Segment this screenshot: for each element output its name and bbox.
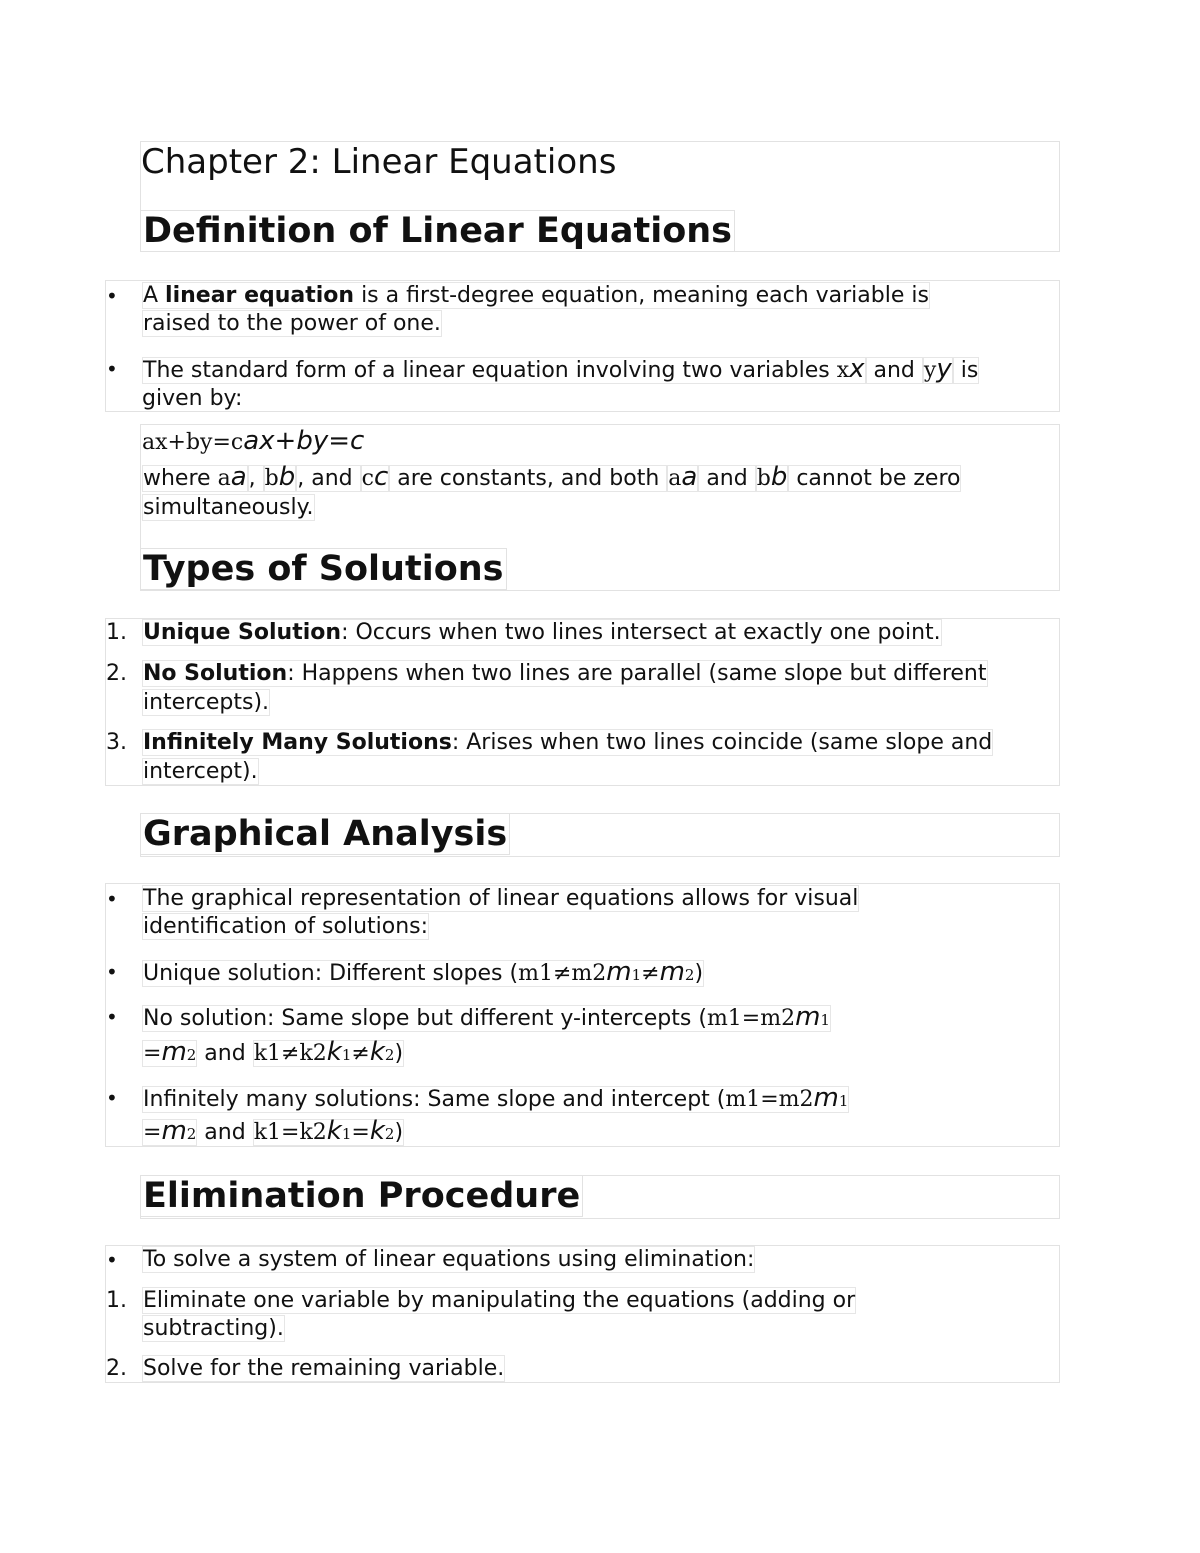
heading-graphical: Graphical Analysis (140, 813, 510, 855)
solution-type-none-line2: intercepts). (143, 690, 270, 715)
graphical-bullet-none-line2: =m2 and k1≠k2k1≠k2) (143, 1037, 404, 1067)
list-number: 1. (106, 1288, 127, 1313)
page-title: Chapter 2: Linear Equations (141, 142, 617, 182)
heading-types: Types of Solutions (140, 548, 507, 590)
definition-bullet-1: A linear equation is a first-degree equation, meaning each variable is (143, 283, 929, 308)
graphical-bullet-none: No solution: Same slope but different y-intercepts (m1=m2m1 (143, 1002, 830, 1032)
list-number: 1. (106, 620, 127, 645)
bullet-marker: • (106, 1248, 118, 1272)
graphical-bullet-infinite-line2: =m2 and k1=k2k1=k2) (143, 1116, 404, 1146)
heading-definition: Definition of Linear Equations (140, 210, 735, 252)
heading-elimination: Elimination Procedure (140, 1175, 583, 1217)
elimination-intro: To solve a system of linear equations using elimination: (143, 1247, 755, 1272)
list-number: 2. (106, 1356, 127, 1381)
solution-type-infinite: Infinitely Many Solutions: Arises when two lines coincide (same slope and (143, 730, 993, 755)
standard-form-formula: ax+by=cax+by=c (142, 426, 365, 456)
graphical-bullet-unique: Unique solution: Different slopes (m1≠m2m1≠m2) (143, 957, 704, 987)
elimination-step-2: Solve for the remaining variable. (143, 1356, 505, 1381)
bullet-marker: • (106, 1005, 118, 1029)
definition-bullet-1-line2: raised to the power of one. (143, 311, 441, 336)
bullet-marker: • (106, 887, 118, 911)
graphical-bullet-1: The graphical representation of linear equations allows for visual (143, 886, 859, 911)
solution-type-infinite-line2: intercept). (143, 759, 258, 784)
graphical-bullet-1-line2: identification of solutions: (143, 914, 429, 939)
definition-bullet-2: The standard form of a linear equation involving two variables xx and yy is (143, 354, 979, 384)
constants-note-line2: simultaneously. (143, 495, 314, 520)
bullet-marker: • (106, 1086, 118, 1110)
bullet-marker: • (106, 960, 118, 984)
definition-bullet-2-line2: given by: (142, 386, 243, 411)
solution-type-unique: Unique Solution: Occurs when two lines intersect at exactly one point. (143, 620, 941, 645)
list-number: 2. (106, 661, 127, 686)
elimination-step-1: Eliminate one variable by manipulating the equations (adding or (143, 1288, 856, 1313)
constants-note: where aa, bb, and cc are constants, and both aa and bb cannot be zero (143, 462, 961, 492)
bullet-marker: • (106, 357, 118, 381)
solution-type-none: No Solution: Happens when two lines are parallel (same slope but different (143, 661, 987, 686)
graphical-bullet-infinite: Infinitely many solutions: Same slope and intercept (m1=m2m1 (143, 1083, 849, 1113)
term-linear-equation: linear equation (165, 283, 355, 308)
elimination-step-1-line2: subtracting). (143, 1316, 284, 1341)
bullet-marker: • (106, 284, 118, 308)
list-number: 3. (106, 730, 127, 755)
